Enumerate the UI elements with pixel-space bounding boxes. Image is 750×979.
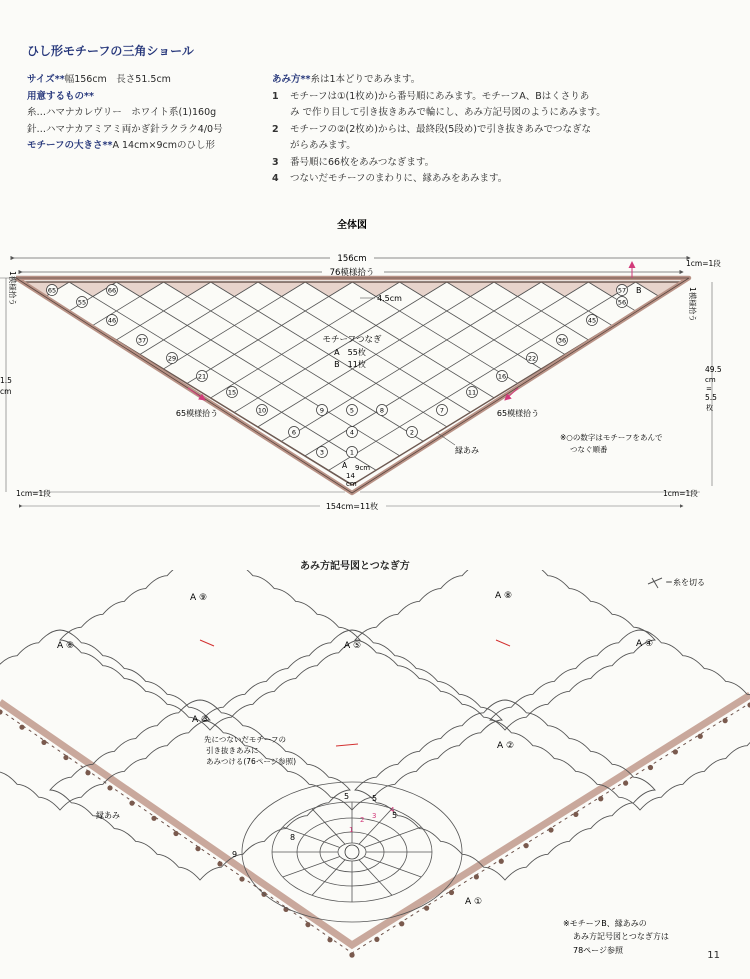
step-4: 4 つないだモチーフのまわりに、縁あみをあみます。 [272,173,508,184]
edge-bead [349,952,354,957]
footnote-1: ※モチーフB、縁あみの [563,919,647,928]
edge-bead [327,937,332,942]
edge-bead [648,765,653,770]
round-label-5c: 5 [344,792,350,801]
step-1: 1 モチーフは①(1枚め)から番号順にあみます。モチーフA、Bはくさりあ [272,90,590,102]
order-number: 10 [257,406,267,415]
left-height-unit: cm [0,387,12,396]
motif-outline [202,630,502,810]
bottom-width: 154cm=11枚 [325,502,379,511]
round-label-5b: 5 [372,794,378,803]
order-number: 7 [439,406,445,415]
edge-bead [548,827,553,832]
pickup-left [8,271,18,306]
edge-bead [374,937,379,942]
label-a1: A ① [465,897,483,907]
edge-bead [573,812,578,817]
order-number: 1 [349,448,355,457]
edging-label: 縁あみ [455,446,479,455]
crochet-chart [0,570,750,975]
chart-edging-label: 縁あみ [96,811,120,820]
edge-bead [524,843,529,848]
step-2-cont: がらあみます。 [290,140,356,151]
edge-bead [673,749,678,754]
edge-bead [449,890,454,895]
join-note-3: あみつける(76ページ参照) [206,757,297,766]
overall-title: 全体図 [337,220,367,231]
motif-a-label: A [342,461,348,470]
page-number: 11 [707,950,720,961]
join-note-1: 先につないだモチーフの [204,735,286,744]
b-label: B [636,286,642,295]
edge-bead [0,709,3,714]
petal-line [364,827,421,848]
order-number: 6 [291,428,297,437]
left-height: 1.5 [0,376,12,385]
label-a3: A ③ [192,715,210,725]
order-number: 2 [409,428,415,437]
petal-line [364,857,421,878]
join-arrow-3 [336,744,358,746]
right-height: 49.5 [705,365,722,374]
size-line: サイズ**幅156cm 長さ51.5cm [27,74,171,85]
edge-bead [85,770,90,775]
motif-width-unit: cm [346,480,357,488]
order-number: 66 [107,286,117,295]
method-intro: あみ方**糸は1本どりであみます。 [272,74,421,85]
edge-bead [399,921,404,926]
right-rows-unit: 枚 [706,404,713,412]
edge-bead [698,734,703,739]
chart-edging-band [0,695,750,945]
hook-line: 針…ハマナカアミアミ両かぎ針ラクラク4/0号 [27,123,223,135]
right-height-unit: cm [705,376,716,384]
footnote-2: あみ方記号図とつなぎ方は [573,932,669,941]
label-a2: A ② [497,741,515,751]
edge-bead [623,781,628,786]
order-number: 16 [497,372,507,381]
center-title: モチーフつなぎ [322,335,382,345]
chart-title: あみ方記号図とつなぎ方 [300,561,410,572]
label-a4: A ④ [636,639,654,649]
order-number: 56 [617,298,627,307]
yarn-line: 糸…ハマナカレヴリー ホワイト系(1)160g [27,107,217,118]
center-ring [345,845,359,859]
join-arrow-2 [496,640,510,646]
edge-bead [151,816,156,821]
step-2: 2 モチーフの②(2枚め)からは、最終段(5段め)で引き抜きあみでつなぎな [272,123,591,135]
edge-bead [723,718,728,723]
edge-bead [19,725,24,730]
footnote-3: 78ページ参照 [573,946,624,955]
pickup-left-text: 1模様拾う [8,271,17,306]
order-number: 5 [349,406,355,415]
dim-top-label: 156cm [337,254,367,264]
row-note-bl: 1cm=1段 [16,489,51,498]
round-label-1: 1 [349,826,354,834]
order-number: 45 [587,316,597,325]
join-arrow-1 [200,640,214,646]
specs-block [27,72,223,155]
order-note-1: ※○の数字はモチーフをあんで [560,433,663,442]
round-label-2: 2 [360,816,365,824]
order-number: 29 [167,354,177,363]
order-number: 55 [77,298,87,307]
edge-bead [41,740,46,745]
edge-bead [598,796,603,801]
edge-bead [239,876,244,881]
edge-bead [217,861,222,866]
order-number: 15 [227,388,237,397]
order-number: 11 [467,388,477,397]
order-number: 37 [137,336,147,345]
label-a6: A ⑥ [57,641,75,651]
step-3: 3 番号順に66枚をあみつなぎます。 [272,156,435,168]
order-number: 36 [557,336,567,345]
right-rows: 5.5 [705,393,717,402]
order-note-2: つなぐ順番 [570,445,608,454]
edge-bead [129,801,134,806]
petal-line [283,857,340,878]
label-a9: A ⑨ [190,593,208,603]
edge-bead [195,846,200,851]
order-number: 8 [379,406,385,415]
method-block [272,72,606,188]
pickup-top-label: 76模様拾う [329,268,375,278]
legend-label: ＝糸を切る [665,578,705,587]
edge-bead [474,874,479,879]
order-number: 21 [197,372,207,381]
overall-diagram [0,210,750,530]
edge-bead [305,922,310,927]
order-number: 9 [319,406,325,415]
right-eq: = [706,385,712,393]
edge-bead [107,785,112,790]
order-number: 65 [47,286,57,295]
order-number: 22 [527,354,537,363]
edge-bead [63,755,68,760]
count-b: B 11枚 [334,360,366,369]
round-label-8: 8 [290,833,296,842]
round-label-5a: 5 [392,811,398,820]
label-a8: A ⑧ [495,591,513,601]
join-note-2: 引き抜きあみに [206,746,259,755]
round-label-4: 4 [390,806,395,814]
motif-size-line: モチーフの大きさ**A 14cm×9cmのひし形 [27,140,216,151]
count-a: A 55枚 [334,348,366,357]
step-1-cont: み で作り目して引き抜きあみで輪にし、あみ方記号図のようにあみます。 [290,107,606,118]
edge-bead [424,906,429,911]
row-note-tr: 1cm=1段 [686,259,721,268]
cut-yarn-icon [648,578,662,588]
motif-outline [50,700,350,880]
pickup-right: 1模様拾う [688,287,697,322]
chart-edging-dots [0,703,750,953]
edge-bead [173,831,178,836]
motif-height: 9cm [355,464,371,472]
pickup-side-right: 65模様拾う [496,409,540,418]
motif-grid [0,260,750,500]
order-number: 57 [617,286,627,295]
row-note-br: 1cm=1段 [663,489,698,498]
order-number: 3 [319,448,325,457]
cut-yarn-legend [648,577,705,588]
round-label-9: 9 [232,850,238,859]
materials-label: 用意するもの** [27,90,94,102]
edge-bead [499,859,504,864]
pickup-side-left: 65模様拾う [175,409,219,418]
label-a5: A ⑤ [344,641,362,651]
page-title: ひし形モチーフの三角ショール [27,44,194,58]
motif-width: 14 [346,472,355,480]
grid-line-a [730,282,750,485]
order-number: 46 [107,316,117,325]
motif-arcs [0,570,750,880]
order-number: 4 [349,428,355,437]
tip-label: 4.5cm [377,294,402,303]
round-label-3: 3 [372,812,377,820]
